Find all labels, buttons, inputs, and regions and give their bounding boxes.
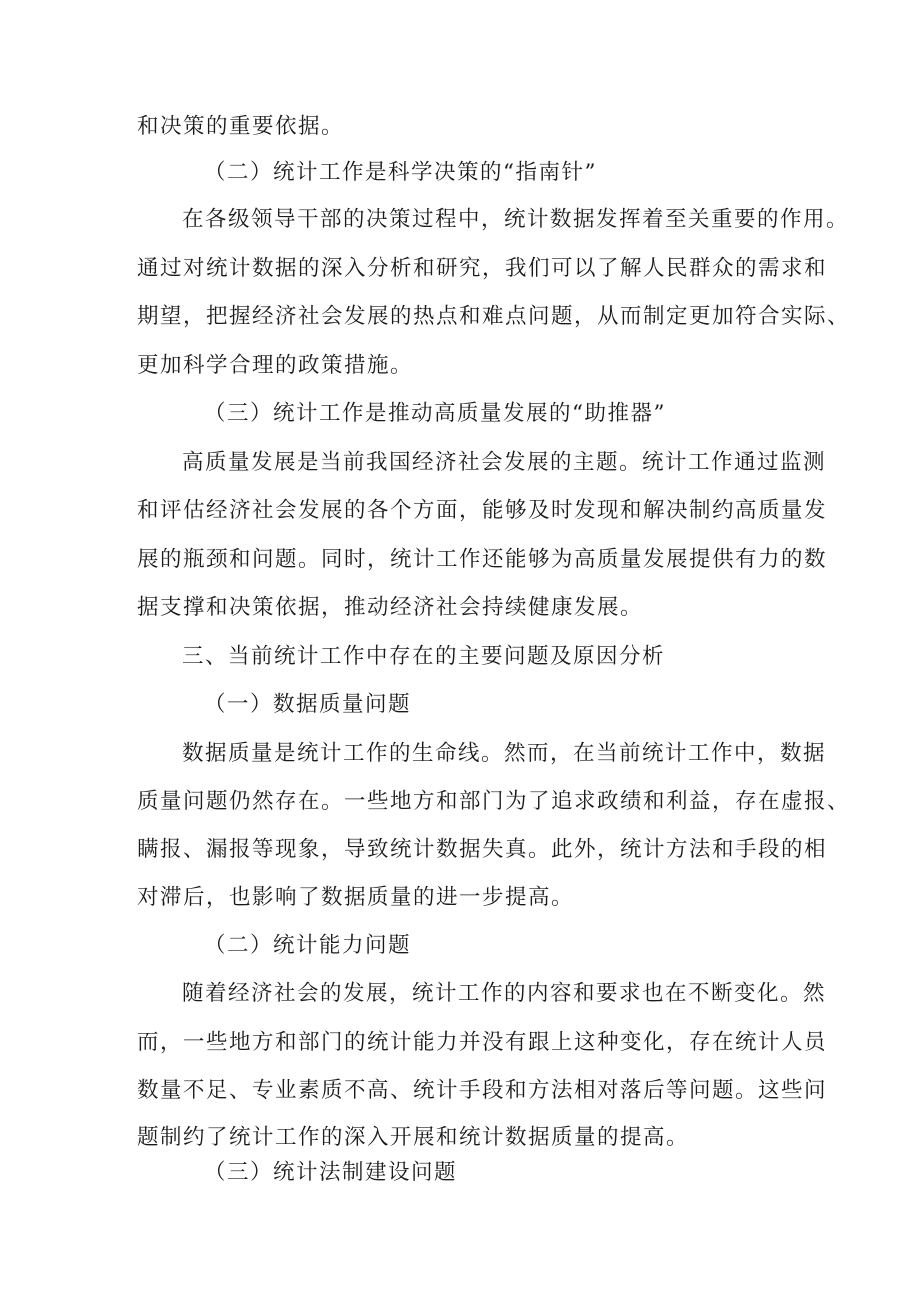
paragraph-line: 和评估经济社会发展的各个方面，能够及时发现和解决制约高质量发 <box>137 498 828 523</box>
section-heading: （一）数据质量问题 <box>204 692 412 717</box>
paragraph-line: 更加科学合理的政策措施。 <box>137 353 414 378</box>
paragraph-line: 而，一些地方和部门的统计能力并没有跟上这种变化，存在统计人员 <box>137 1030 828 1055</box>
paragraph-line: 数量不足、专业素质不高、统计手段和方法相对落后等问题。这些问 <box>137 1078 828 1103</box>
section-heading: （三）统计法制建设问题 <box>204 1160 458 1185</box>
paragraph-line: 对滞后，也影响了数据质量的进一步提高。 <box>137 885 575 910</box>
paragraph-line: 和决策的重要依据。 <box>137 114 345 139</box>
paragraph-line: 质量问题仍然存在。一些地方和部门为了追求政绩和利益，存在虚报、 <box>137 789 851 814</box>
paragraph-line: 通过对统计数据的深入分析和研究，我们可以了解人民群众的需求和 <box>137 256 828 281</box>
paragraph-line: 展的瓶颈和问题。同时，统计工作还能够为高质量发展提供有力的数 <box>137 547 828 572</box>
paragraph-line: 在各级领导干部的决策过程中，统计数据发挥着至关重要的作用。 <box>182 207 850 232</box>
paragraph-line: 随着经济社会的发展，统计工作的内容和要求也在不断变化。然 <box>182 981 827 1006</box>
paragraph-line: 瞒报、漏报等现象，导致统计数据失真。此外，统计方法和手段的相 <box>137 837 828 862</box>
paragraph-line: 题制约了统计工作的深入开展和统计数据质量的提高。 <box>137 1125 690 1150</box>
paragraph-line: 数据质量是统计工作的生命线。然而，在当前统计工作中，数据 <box>182 741 827 766</box>
section-heading: （三）统计工作是推动高质量发展的“助推器” <box>204 401 666 426</box>
section-heading: （二）统计工作是科学决策的“指南针” <box>204 160 597 185</box>
paragraph-line: 高质量发展是当前我国经济社会发展的主题。统计工作通过监测 <box>182 450 827 475</box>
paragraph-line: 期望，把握经济社会发展的热点和难点问题，从而制定更加符合实际、 <box>137 304 851 329</box>
paragraph-line: 据支撑和决策依据，推动经济社会持续健康发展。 <box>137 595 644 620</box>
chapter-heading: 三、当前统计工作中存在的主要问题及原因分析 <box>182 644 666 669</box>
section-heading: （二）统计能力问题 <box>204 933 412 958</box>
